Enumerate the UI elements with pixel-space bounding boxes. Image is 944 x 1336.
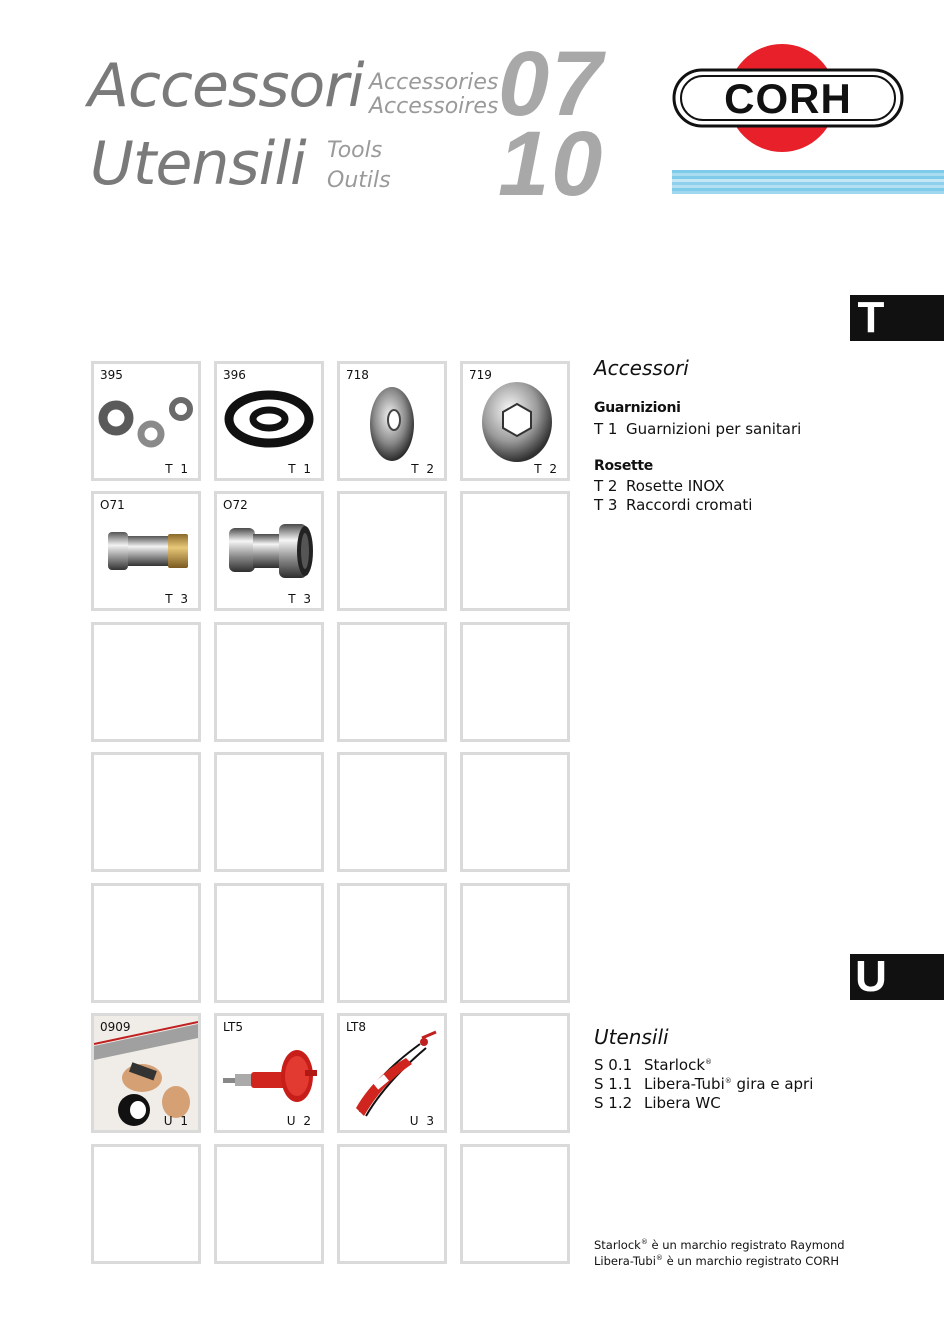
empty-cell (460, 1144, 570, 1264)
empty-cell (337, 752, 447, 872)
empty-cell (337, 622, 447, 742)
corh-logo (670, 44, 906, 152)
empty-cell (91, 883, 201, 1003)
product-ref: T 3 (288, 592, 313, 606)
product-ref: T 1 (165, 462, 190, 476)
product-ref: T 1 (288, 462, 313, 476)
utensili-heading: Utensili (594, 1025, 669, 1049)
subtitle-outils: Outils (327, 168, 391, 193)
product-code: O71 (100, 498, 125, 512)
registered-mark: ® (705, 1058, 713, 1066)
empty-cell (214, 622, 324, 742)
item-label: Rosette INOX (626, 477, 725, 495)
item-t2[interactable] (594, 477, 725, 496)
registered-mark: ® (724, 1077, 732, 1085)
footnote-liberatubi (594, 1250, 839, 1269)
header-blue-band (672, 170, 944, 194)
item-code: S 0.1 (594, 1056, 633, 1074)
empty-cell (460, 752, 570, 872)
registered-mark: ® (655, 1254, 663, 1262)
product-code: 719 (469, 368, 492, 382)
product-ref: T 2 (411, 462, 436, 476)
footnote-text: è un marchio registrato CORH (662, 1253, 840, 1268)
item-s12[interactable] (594, 1091, 721, 1113)
item-suffix: gira e apri (731, 1075, 814, 1093)
empty-cell (214, 883, 324, 1003)
product-ref: T 3 (165, 592, 190, 606)
section-number-bottom: 10 (498, 113, 605, 215)
footnote-text: è un marchio registrato Raymond (647, 1237, 845, 1252)
item-code: S 1.1 (594, 1075, 633, 1093)
product-cell-o72[interactable] (214, 491, 324, 611)
product-cell-0909[interactable] (91, 1013, 201, 1133)
product-ref: U 1 (163, 1114, 190, 1128)
item-code: S 1.2 (594, 1094, 633, 1112)
product-cell-719[interactable] (460, 361, 570, 481)
empty-cell (337, 883, 447, 1003)
item-label: Guarnizioni per sanitari (626, 420, 802, 438)
item-label: Raccordi cromati (626, 496, 753, 514)
product-cell-396[interactable] (214, 361, 324, 481)
empty-cell (214, 1144, 324, 1264)
product-code: O72 (223, 498, 248, 512)
item-label: Libera-Tubi (644, 1075, 725, 1093)
product-ref: U 3 (409, 1114, 436, 1128)
footnote-brand: Libera-Tubi (594, 1253, 656, 1268)
product-cell-718[interactable] (337, 361, 447, 481)
group-guarnizioni-title: Guarnizioni (594, 400, 681, 416)
subtitle-tools: Tools (327, 138, 383, 163)
section-number-top: 07 (498, 33, 605, 135)
product-cell-o71[interactable] (91, 491, 201, 611)
title-accessori: Accessori (88, 51, 364, 121)
group-rosette-title: Rosette (594, 458, 654, 474)
item-code: T 2 (594, 477, 618, 495)
product-code: 395 (100, 368, 123, 382)
item-t1[interactable] (594, 420, 801, 439)
empty-cell (91, 622, 201, 742)
empty-cell (337, 491, 447, 611)
item-t3[interactable] (594, 496, 752, 515)
product-ref: U 2 (286, 1114, 313, 1128)
item-label: Libera WC (644, 1094, 721, 1112)
product-code: 718 (346, 368, 369, 382)
product-cell-lt5[interactable] (214, 1013, 324, 1133)
empty-cell (337, 1144, 447, 1264)
footnote-brand: Starlock (594, 1237, 641, 1252)
product-ref: T 2 (534, 462, 559, 476)
empty-cell (460, 883, 570, 1003)
subtitle-accessoires: Accessoires (369, 94, 499, 119)
empty-cell (460, 622, 570, 742)
tab-u: U (850, 954, 944, 1000)
logo-text: CORH (724, 75, 852, 122)
empty-cell (91, 1144, 201, 1264)
product-code: LT5 (223, 1020, 243, 1034)
product-code: 396 (223, 368, 246, 382)
empty-cell (460, 491, 570, 611)
accessori-heading: Accessori (594, 356, 689, 380)
tab-t: T (850, 295, 944, 341)
product-cell-395[interactable] (91, 361, 201, 481)
empty-cell (91, 752, 201, 872)
item-label: Starlock (644, 1056, 706, 1074)
subtitle-accessories: Accessories (369, 70, 499, 95)
product-cell-lt8[interactable] (337, 1013, 447, 1133)
empty-cell (214, 752, 324, 872)
registered-mark: ® (640, 1238, 648, 1246)
empty-cell (460, 1013, 570, 1133)
product-code: 0909 (100, 1020, 131, 1034)
item-code: T 3 (594, 496, 618, 514)
item-code: T 1 (594, 420, 618, 438)
title-utensili: Utensili (90, 129, 306, 199)
product-code: LT8 (346, 1020, 366, 1034)
